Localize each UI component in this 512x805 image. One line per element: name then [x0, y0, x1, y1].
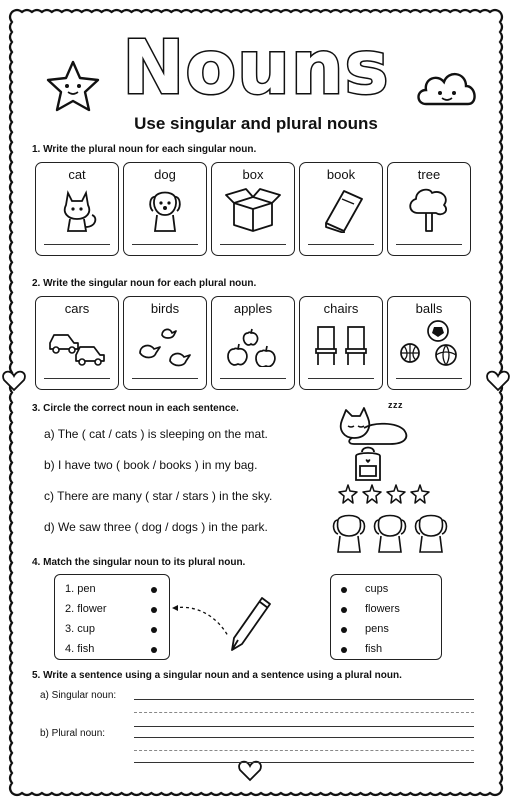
plural-list	[330, 574, 442, 660]
guide-line	[134, 712, 474, 713]
card-word: birds	[150, 301, 180, 316]
match-dot[interactable]	[151, 647, 157, 653]
section-1-cards	[35, 162, 471, 256]
section-1-instruction: 1. Write the plural noun for each singular noun.	[32, 144, 257, 155]
book-icon	[312, 185, 370, 233]
card-word: cat	[68, 167, 86, 182]
card-word: cars	[64, 301, 90, 316]
match-dot[interactable]	[151, 627, 157, 633]
card-word: box	[242, 167, 264, 182]
answer-line[interactable]	[44, 378, 110, 379]
answer-line[interactable]	[396, 244, 462, 245]
match-right-item: fish	[365, 643, 383, 655]
answer-line[interactable]	[132, 378, 198, 379]
page-title: Nouns	[122, 25, 390, 111]
match-left-item: 1. pen	[65, 583, 96, 595]
section-2-instruction: 2. Write the singular noun for each plural noun.	[32, 278, 257, 289]
sleeping-cat-icon	[334, 404, 414, 448]
box-icon	[224, 185, 282, 233]
match-dot[interactable]	[341, 647, 347, 653]
sentence-d: d) We saw three ( dog / dogs ) in the park.	[44, 520, 268, 534]
apples-icon	[224, 319, 282, 367]
singular-label: a) Singular noun:	[40, 690, 117, 701]
pencil-icon	[168, 578, 272, 654]
card-chairs	[299, 296, 383, 390]
plural-answer-line-2[interactable]	[134, 762, 474, 763]
card-birds	[123, 296, 207, 390]
dog-icon	[136, 185, 194, 233]
match-dot[interactable]	[341, 607, 347, 613]
chairs-icon	[312, 319, 370, 367]
card-cat	[35, 162, 119, 256]
card-book	[299, 162, 383, 256]
card-balls	[387, 296, 471, 390]
sleep-text: z z z	[388, 400, 402, 410]
match-right-item: cups	[365, 583, 389, 595]
answer-line[interactable]	[308, 378, 374, 379]
plural-answer-line[interactable]	[134, 737, 474, 738]
answer-line[interactable]	[132, 244, 198, 245]
cars-icon	[48, 319, 106, 367]
sentence-b: b) I have two ( book / books ) in my bag.	[44, 458, 258, 472]
tree-icon	[400, 185, 458, 233]
heart-icon	[487, 372, 509, 390]
answer-line[interactable]	[308, 244, 374, 245]
section-2-cards	[35, 296, 471, 390]
singular-answer-line-2[interactable]	[134, 726, 474, 727]
match-dot[interactable]	[341, 627, 347, 633]
card-word: balls	[415, 301, 443, 316]
match-dot[interactable]	[151, 587, 157, 593]
singular-answer-line[interactable]	[134, 699, 474, 700]
card-word: chairs	[323, 301, 359, 316]
page-subtitle: Use singular and plural nouns	[134, 114, 378, 133]
card-cars	[35, 296, 119, 390]
birds-icon	[136, 319, 194, 367]
sentence-a: a) The ( cat / cats ) is sleeping on the mat.	[44, 427, 268, 441]
match-left-item: 3. cup	[65, 623, 95, 635]
section-5-instruction: 5. Write a sentence using a singular noun and a sentence using a plural noun.	[32, 670, 402, 681]
card-word: tree	[417, 167, 441, 182]
match-dot[interactable]	[341, 587, 347, 593]
singular-list	[54, 574, 170, 660]
sentence-c: c) There are many ( star / stars ) in the sky.	[44, 489, 273, 503]
match-right-item: flowers	[365, 603, 400, 615]
card-tree	[387, 162, 471, 256]
answer-line[interactable]	[44, 244, 110, 245]
section-3-instruction: 3. Circle the correct noun in each sentence.	[32, 403, 239, 414]
answer-line[interactable]	[220, 378, 286, 379]
card-word: dog	[154, 167, 176, 182]
balls-icon	[400, 319, 458, 367]
card-word: apples	[233, 301, 273, 316]
plural-label: b) Plural noun:	[40, 728, 106, 739]
guide-line	[134, 750, 474, 751]
worksheet	[24, 22, 488, 782]
answer-line[interactable]	[220, 244, 286, 245]
match-dot[interactable]	[151, 607, 157, 613]
answer-line[interactable]	[396, 378, 462, 379]
card-apples	[211, 296, 295, 390]
section-4-instruction: 4. Match the singular noun to its plural noun.	[32, 557, 246, 568]
stars-icon	[338, 483, 430, 507]
three-dogs-icon	[330, 512, 454, 554]
match-right-item: pens	[365, 623, 389, 635]
heart-icon	[3, 372, 25, 390]
card-box	[211, 162, 295, 256]
card-dog	[123, 162, 207, 256]
match-left-item: 4. fish	[65, 643, 95, 655]
cat-icon	[48, 185, 106, 233]
card-word: book	[326, 167, 356, 182]
backpack-icon	[352, 446, 384, 482]
match-left-item: 2. flower	[65, 603, 107, 615]
